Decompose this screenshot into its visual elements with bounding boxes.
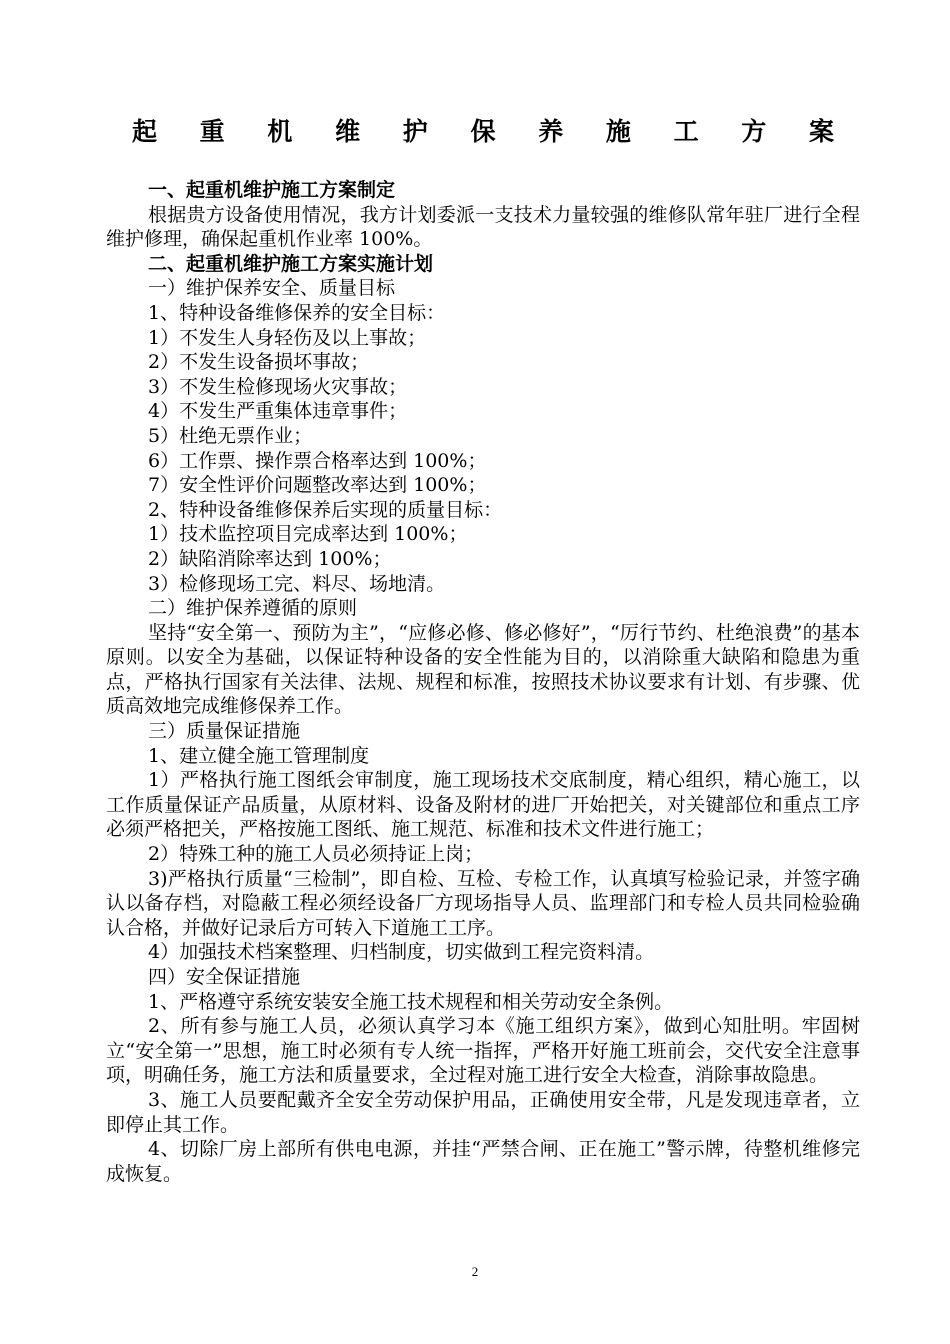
paragraph: 7）安全性评价问题整改率达到 100%； [148, 474, 487, 497]
paragraph: 坚持“安全第一、预防为主”，“应修必修、修必修好”，“厉行节约、杜绝浪费”的基本原则。以安全为基础，以保证特种设备的安全性能为目的，以消除重大缺陷和隐患为重点，严格执行国家有关法律、法规、规程和标准，按照技术协议要求有计划、有步骤、优质高效地完成维修保养工作。 [106, 621, 860, 718]
paragraph: 3）检修现场工完、料尽、场地清。 [148, 572, 446, 595]
paragraph: 1、严格遵守系统安装安全施工技术规程和相关劳动安全条例。 [148, 990, 674, 1013]
paragraph: 根据贵方设备使用情况，我方计划委派一支技术力量较强的维修队常年驻厂进行全程维护修理，确保起重机作业率 100%。 [106, 203, 860, 251]
paragraph: 5）杜绝无票作业； [148, 424, 313, 447]
paragraph: 6）工作票、操作票合格率达到 100%； [148, 449, 487, 472]
document-title: 起 重 机 维 护 保 养 施 工 方 案 [131, 117, 852, 146]
paragraph: 4、切除厂房上部所有供电电源，并挂“严禁合闸、正在施工”警示牌，待整机维修完成恢复。 [106, 1138, 860, 1185]
paragraph: 2、特种设备维修保养后实现的质量目标： [148, 498, 503, 521]
paragraph: 二）维护保养遵循的原则 [148, 597, 358, 620]
section-heading: 二、起重机维护施工方案实施计划 [148, 252, 434, 275]
paragraph: 1）技术监控项目完成率达到 100%； [148, 523, 468, 546]
paragraph: 1）严格执行施工图纸会审制度，施工现场技术交底制度，精心组织，精心施工，以工作质量保证产品质量，从原材料、设备及附材的进厂开始把关，对关键部位和重点工序必须严格把关，严格按施工图纸、施工规范、标准和技术文件进行施工； [106, 769, 860, 841]
paragraph: 2）特殊工种的施工人员必须持证上岗； [148, 843, 484, 866]
paragraph: 1、建立健全施工管理制度 [148, 744, 370, 767]
page-number: 2 [471, 1264, 479, 1279]
paragraph: 2、所有参与施工人员，必须认真学习本《施工组织方案》，做到心知肚明。牢固树立“安全第一”思想，施工时必须有专人统一指挥，严格开好施工班前会，交代安全注意事项，明确任务，施工方法和质量要求，全过程对施工进行安全大检查，消除事故隐患。 [106, 1015, 860, 1087]
paragraph: 1）不发生人身轻伤及以上事故； [148, 326, 427, 349]
paragraph: 4）加强技术档案整理、归档制度，切实做到工程完资料清。 [148, 941, 655, 964]
paragraph: 1、特种设备维修保养的安全目标： [148, 301, 446, 324]
paragraph: 四）安全保证措施 [148, 966, 301, 988]
paragraph: 三）质量保证措施 [148, 720, 301, 743]
paragraph: 3）不发生检修现场火灾事故； [148, 375, 408, 398]
paragraph: 4）不发生严重集体违章事件； [148, 400, 408, 423]
paragraph: 3、施工人员要配戴齐全安全劳动保护用品，正确使用安全带，凡是发现违章者，立即停止其工作。 [106, 1088, 860, 1136]
document-body [106, 178, 860, 1186]
paragraph: 3)严格执行质量“三检制”，即自检、互检、专检工作，认真填写检验记录，并签字确认以备存档，对隐蔽工程必须经设备厂方现场指导人员、监理部门和专检人员共同检验确认合格，并做好记录后方可转入下道施工工序。 [106, 867, 860, 939]
paragraph: 一）维护保养安全、质量目标 [148, 277, 396, 300]
paragraph: 2）缺陷消除率达到 100%； [148, 547, 392, 570]
section-heading: 一、起重机维护施工方案制定 [148, 179, 396, 201]
paragraph: 2）不发生设备损坏事故； [148, 351, 370, 374]
